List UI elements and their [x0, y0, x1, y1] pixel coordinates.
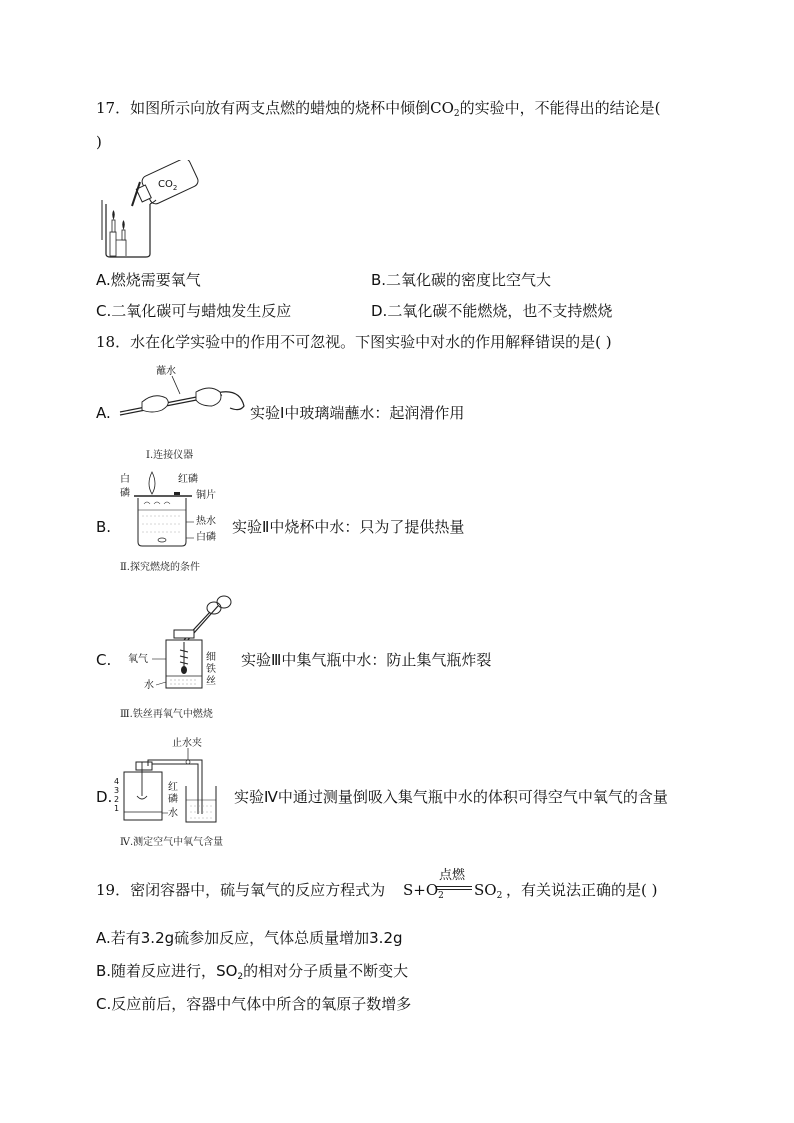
- q18-c-caption: Ⅲ.铁丝再氧气中燃烧: [120, 709, 213, 720]
- q18-a-caption: Ⅰ.连接仪器: [146, 450, 194, 461]
- q19-option-a[interactable]: A.若有3.2g硫参加反应，气体总质量增加3.2g: [96, 929, 403, 947]
- scale-4: 4: [114, 777, 120, 786]
- co2-bottle-label: $CO_2$: [158, 179, 178, 192]
- scale-2: 2: [114, 795, 120, 804]
- q18-b-figure: [118, 468, 228, 550]
- hand-icon: [142, 396, 168, 412]
- combustion-conditions-diagram: [118, 468, 228, 550]
- q18-d-figure: [112, 734, 232, 830]
- q18-c-letter[interactable]: C.: [96, 651, 112, 669]
- q19-stem: [96, 880, 385, 900]
- q17-paren-close: ): [96, 133, 102, 151]
- q17-option-b[interactable]: B.二氧化碳的密度比空气大: [371, 271, 552, 289]
- q17-stem: [96, 98, 660, 124]
- q18-text: 水在化学实验中的作用不可忽视。下图实验中对水的作用解释错误的是( ): [130, 333, 612, 351]
- label-hot-water: 热水: [196, 516, 216, 527]
- flame-icon: [122, 220, 125, 230]
- reaction-condition-label: 点燃: [439, 868, 466, 883]
- flame-icon: [112, 210, 115, 220]
- candle-icon: [112, 220, 115, 232]
- q18-c-statement: 实验Ⅲ中集气瓶中水：防止集气瓶炸裂: [241, 651, 492, 669]
- label-iron-2: 铁: [206, 664, 216, 675]
- hand-icon: [196, 388, 221, 406]
- q18-a-letter[interactable]: A.: [96, 404, 111, 422]
- q18-d-caption: Ⅳ.测定空气中氧气含量: [120, 837, 224, 848]
- label-red-1: 红: [168, 782, 178, 793]
- label-white-2: 磷: [120, 488, 130, 499]
- q19-option-b[interactable]: B.随着反应进行，$SO_2$的相对分子质量不断变大: [96, 962, 409, 982]
- label-water: 水: [144, 680, 154, 691]
- q19-equation-arrow: [436, 864, 472, 896]
- q17-text-after: 的实验中，不能得出的结论是(: [459, 99, 661, 117]
- q18-b-statement: 实验Ⅱ中烧杯中水：只为了提供热量: [232, 518, 465, 536]
- q17-number: 17．: [96, 99, 131, 117]
- scale-1: 1: [114, 804, 120, 813]
- q19-text-after: ，有关说法正确的是( ): [506, 881, 658, 899]
- q17-option-a[interactable]: A.燃烧需要氧气: [96, 271, 201, 289]
- label-red-phosphorus: 红磷: [178, 474, 198, 485]
- q17-figure: [96, 160, 206, 260]
- q18-d-letter[interactable]: D.: [96, 788, 113, 806]
- label-thin-1: 细: [206, 652, 216, 663]
- q17-option-c[interactable]: C.二氧化碳可与蜡烛发生反应: [96, 302, 292, 320]
- connect-apparatus-diagram: [112, 362, 252, 422]
- beaker-co2-diagram: [96, 160, 206, 260]
- iron-in-oxygen-diagram: [126, 588, 238, 696]
- q19-equation-left: $S+O_2$: [403, 881, 444, 901]
- q18-b-caption: Ⅱ.探究燃烧的条件: [120, 562, 200, 573]
- label-water-d: 水: [168, 808, 178, 819]
- q18-number: 18．: [96, 333, 131, 351]
- q19-number: 19．: [96, 881, 131, 899]
- oxygen-content-diagram: [112, 734, 232, 830]
- q18-c-figure: [126, 588, 238, 696]
- q18-stem: [96, 332, 612, 352]
- clamp-icon: [186, 760, 190, 764]
- label-wire-3: 丝: [206, 676, 216, 687]
- q17-option-d[interactable]: D.二氧化碳不能燃烧，也不支持燃烧: [371, 302, 613, 320]
- candle-icon: [122, 230, 125, 240]
- dip-water-label: 蘸水: [156, 366, 176, 377]
- label-water-clamp: 止水夹: [172, 738, 202, 749]
- scale-3: 3: [114, 786, 120, 795]
- q19-text-before: 密闭容器中，硫与氧气的反应方程式为: [130, 881, 386, 899]
- q17-text-before: 如图所示向放有两支点燃的蜡烛的烧杯中倾倒: [130, 99, 431, 117]
- q18-b-letter[interactable]: B.: [96, 518, 112, 536]
- flame-icon: [149, 472, 155, 494]
- q18-d-statement: 实验Ⅳ中通过测量倒吸入集气瓶中水的体积可得空气中氧气的含量: [234, 788, 668, 806]
- q18-a-statement: 实验Ⅰ中玻璃端蘸水：起润滑作用: [250, 404, 465, 422]
- label-white-phosphorus: 白磷: [196, 532, 216, 543]
- label-white-1: 白: [120, 474, 130, 485]
- q17-co2: $CO_2$: [430, 99, 460, 119]
- q19-option-c[interactable]: C.反应前后，容器中气体中所含的氧原子数增多: [96, 995, 412, 1013]
- label-copper-sheet: 铜片: [196, 490, 216, 501]
- label-phos-2: 磷: [168, 794, 178, 805]
- label-oxygen: 氧气: [128, 654, 148, 665]
- q19-equation-right: $SO_2$: [474, 881, 503, 901]
- q18-a-figure: [112, 362, 252, 422]
